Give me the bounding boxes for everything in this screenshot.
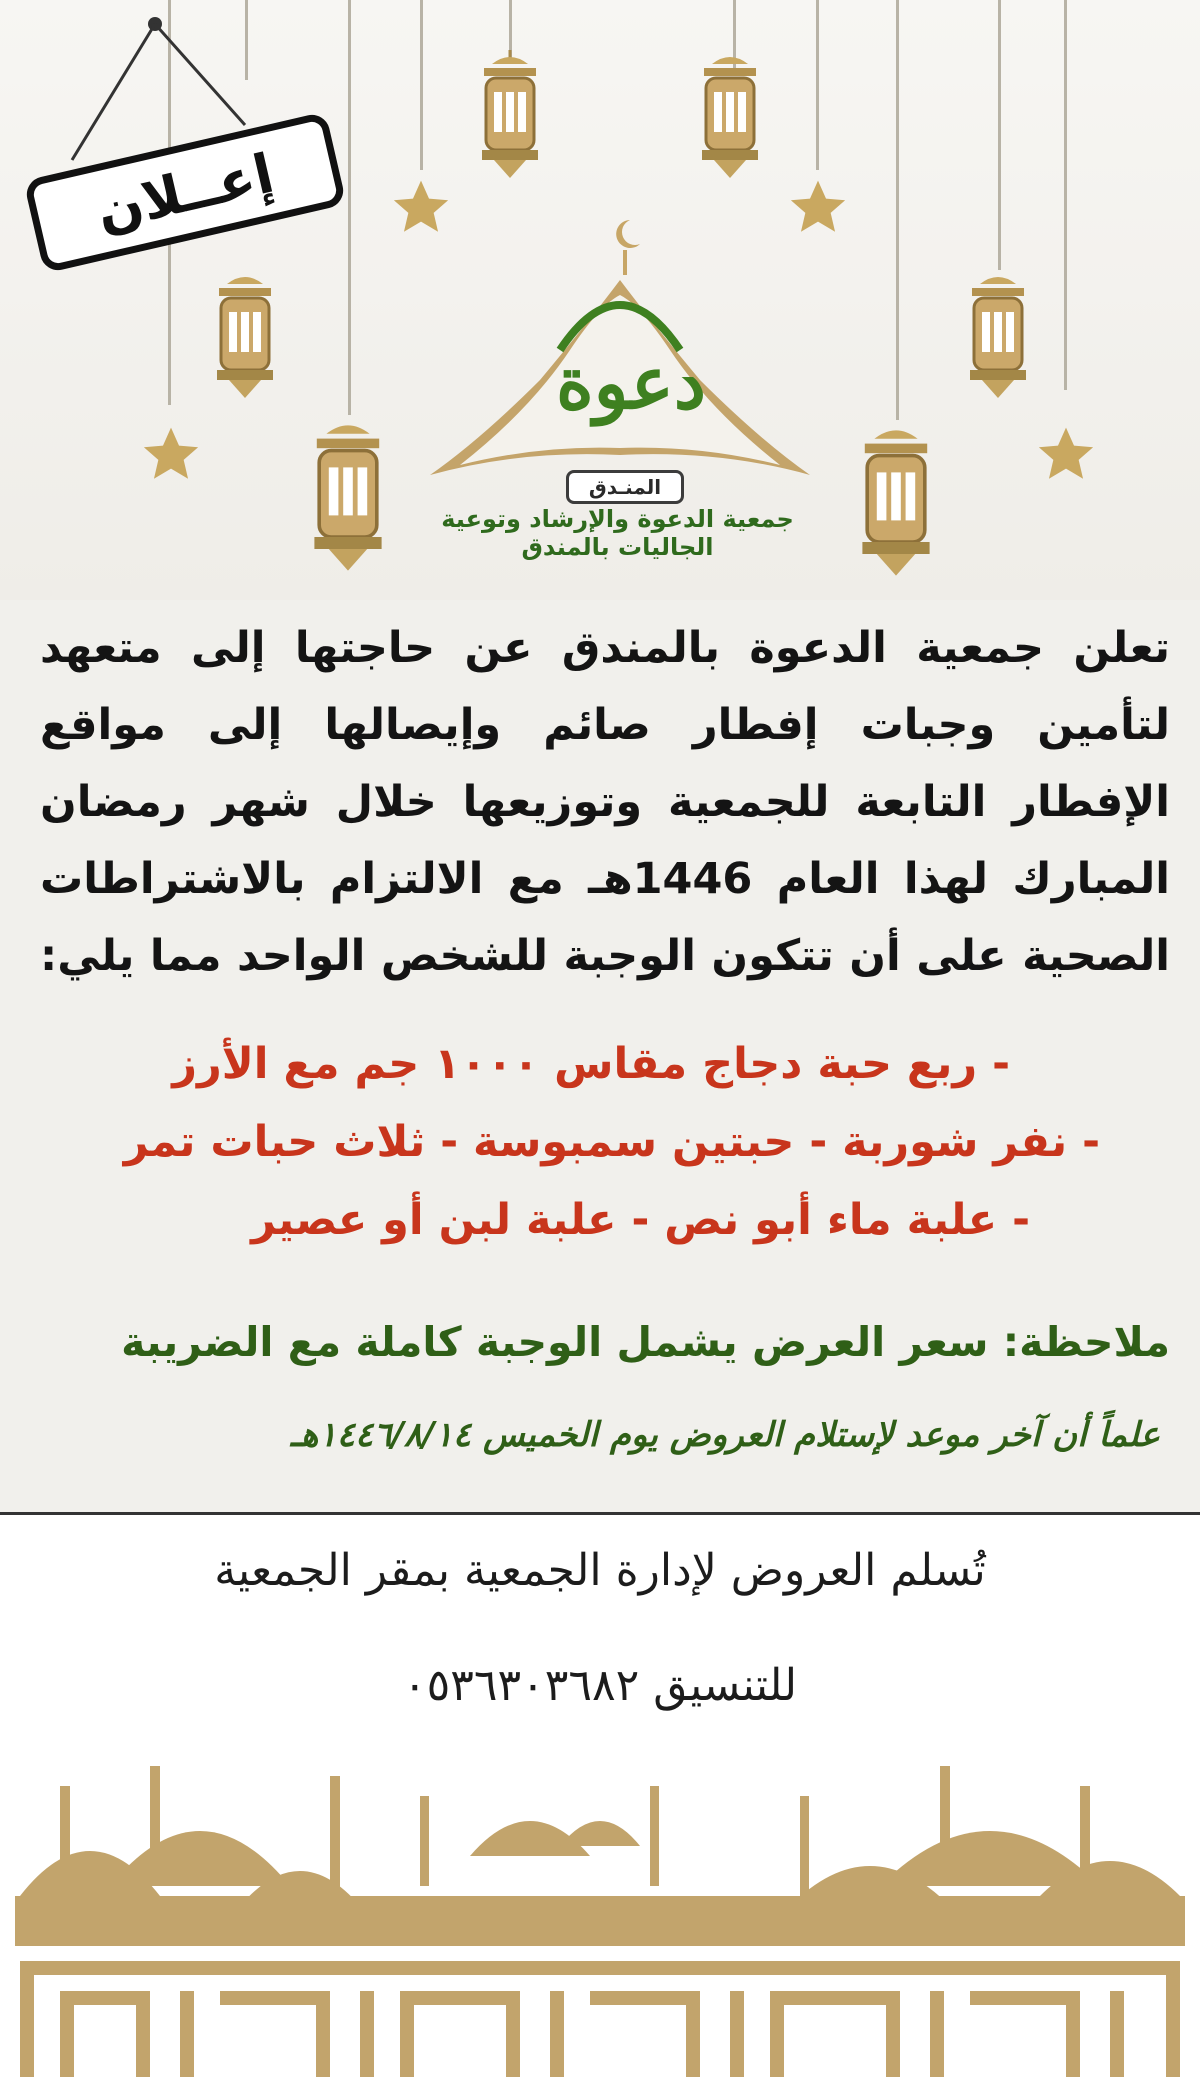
logo-badge: المنـدق [566, 470, 684, 504]
intro-line: الإفطار التابعة للجمعية وتوزيعها خلال شهر رمضان [40, 777, 1170, 827]
price-note: ملاحظة: سعر العرض يشمل الوجبة كاملة مع الضريبة [121, 1318, 1170, 1366]
chain [816, 0, 819, 170]
intro-line: المبارك لهذا العام 1446هـ مع الالتزام بالاشتراطات [40, 854, 1171, 904]
lantern-icon [205, 270, 285, 400]
lantern-icon [470, 50, 550, 180]
deadline-text: علماً أن آخر موعد لإستلام العروض يوم الخميس ١٤٤٦/٨/١٤هـ [290, 1415, 1160, 1455]
header-banner [0, 0, 1200, 600]
chain [896, 0, 899, 420]
coordination-phone: للتنسيق ٠٥٣٦٣٠٣٦٨٢ [402, 1660, 798, 1711]
intro-line: تعلن جمعية الدعوة بالمندق عن حاجتها إلى متعهد [40, 623, 1170, 673]
lantern-icon [300, 410, 396, 580]
ramadan-kareem-artwork [0, 1766, 1200, 2077]
lantern-icon [690, 50, 770, 180]
intro-line: الصحية على أن تتكون الوجبة للشخص الواحد مما يلي: [40, 931, 1170, 981]
logo-caption: جمعية الدعوة والإرشاد وتوعية الجاليات بالمندق [441, 505, 794, 561]
submission-location: تُسلم العروض لإدارة الجمعية بمقر الجمعية [214, 1545, 986, 1596]
intro-paragraph [40, 610, 1170, 995]
sign-label: إعــلان [90, 141, 280, 244]
meal-item-row: - ربع حبة دجاج مقاس ١٠٠٠ جم مع الأرز [172, 1039, 1010, 1089]
meal-items-list [40, 1025, 1140, 1259]
lantern-icon [958, 270, 1038, 400]
meal-item-row: - علبة ماء أبو نص - علبة لبن أو عصير [251, 1195, 1030, 1245]
star-icon [140, 425, 202, 487]
lantern-icon [848, 415, 944, 585]
star-icon [1035, 425, 1097, 487]
chain [998, 0, 1001, 270]
chain [420, 0, 423, 170]
meal-item-row: - نفر شوربة - حبتين سمبوسة - ثلاث حبات تمر [123, 1117, 1100, 1167]
chain [1064, 0, 1067, 390]
intro-line: لتأمين وجبات إفطار صائم وإيصالها إلى مواقع [40, 700, 1170, 750]
logo-word: دعوة [556, 340, 706, 425]
